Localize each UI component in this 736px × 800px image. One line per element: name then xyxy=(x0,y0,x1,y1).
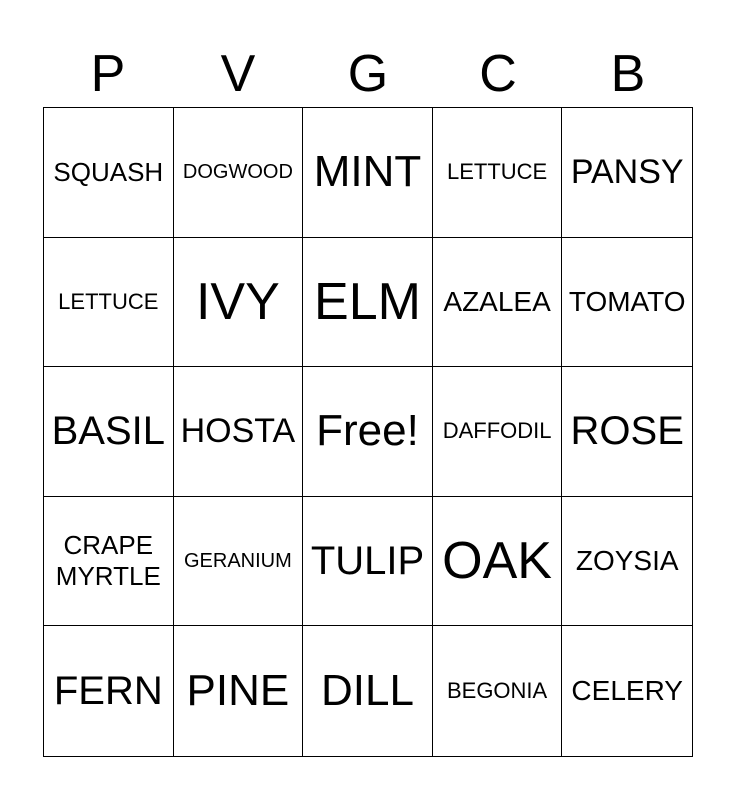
bingo-cell[interactable]: ROSE xyxy=(562,367,692,497)
bingo-cell[interactable]: IVY xyxy=(174,238,304,368)
bingo-cell[interactable]: BEGONIA xyxy=(433,626,563,756)
bingo-cell[interactable]: OAK xyxy=(433,497,563,627)
header-letter-c: C xyxy=(479,45,517,103)
bingo-cell free-space[interactable]: Free! xyxy=(303,367,433,497)
bingo-cell[interactable]: TULIP xyxy=(303,497,433,627)
bingo-cell[interactable]: BASIL xyxy=(44,367,174,497)
bingo-cell[interactable]: DAFFODIL xyxy=(433,367,563,497)
bingo-cell[interactable]: HOSTA xyxy=(174,367,304,497)
bingo-cell[interactable]: PANSY xyxy=(562,108,692,238)
bingo-cell[interactable]: DOGWOOD xyxy=(174,108,304,238)
bingo-cell[interactable]: GERANIUM xyxy=(174,497,304,627)
bingo-cell[interactable]: SQUASH xyxy=(44,108,174,238)
header-letter-g: G xyxy=(347,45,389,103)
bingo-cell[interactable]: MINT xyxy=(303,108,433,238)
bingo-cell[interactable]: LETTUCE xyxy=(433,108,563,238)
bingo-cell[interactable]: DILL xyxy=(303,626,433,756)
header-letter-p: P xyxy=(90,45,126,103)
bingo-cell[interactable]: CELERY xyxy=(571,675,683,707)
bingo-header xyxy=(43,40,693,108)
bingo-cell[interactable]: LETTUCE xyxy=(44,238,174,368)
bingo-cell[interactable]: AZALEA xyxy=(433,238,563,368)
bingo-cell[interactable]: CRAPE MYRTLE xyxy=(44,497,174,627)
bingo-cell[interactable]: ELM xyxy=(303,238,433,368)
bingo-cell[interactable]: TOMATO xyxy=(562,238,692,368)
header-letter-v: V xyxy=(220,45,256,103)
bingo-cell[interactable]: PINE xyxy=(174,626,304,756)
bingo-board xyxy=(43,107,693,757)
header-letter-b: B xyxy=(610,45,646,103)
bingo-cell[interactable]: ZOYSIA xyxy=(562,497,692,627)
bingo-cell[interactable]: FERN xyxy=(44,626,174,756)
